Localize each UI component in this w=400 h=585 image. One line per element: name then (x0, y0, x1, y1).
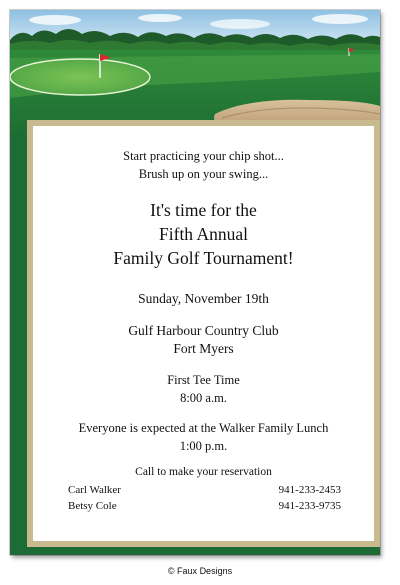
tee-time: 8:00 a.m. (180, 391, 227, 405)
footer-credit: © Faux Designs (167, 566, 233, 576)
lunch-time: 1:00 p.m. (179, 439, 228, 453)
invitation-text-panel (33, 126, 374, 541)
cloud (29, 15, 81, 25)
cloud (138, 14, 182, 22)
putting-green (10, 59, 150, 95)
contact-name: Betsy Cole (68, 500, 117, 512)
venue-city: Fort Myers (173, 341, 234, 356)
headline-line-3: Family Golf Tournament! (113, 248, 294, 268)
cloud (312, 14, 368, 24)
headline-line-2: Fifth Annual (159, 224, 248, 244)
lunch-line: Everyone is expected at the Walker Family Lunch (78, 421, 329, 435)
contact-phone: 941-233-2453 (278, 484, 341, 496)
invitation-card (10, 10, 380, 555)
golf-course-illustration (10, 10, 380, 132)
cloud (210, 19, 270, 29)
tee-time-label: First Tee Time (167, 373, 240, 387)
contact-name: Carl Walker (68, 484, 121, 496)
event-date: Sunday, November 19th (138, 291, 269, 306)
headline-line-1: It's time for the (150, 200, 257, 220)
intro-line-1: Start practicing your chip shot... (123, 149, 284, 163)
rsvp-line: Call to make your reservation (135, 466, 272, 478)
intro-line-2: Brush up on your swing... (138, 167, 269, 181)
contact-phone: 941-233-9735 (278, 500, 341, 512)
venue-name: Gulf Harbour Country Club (128, 323, 279, 338)
